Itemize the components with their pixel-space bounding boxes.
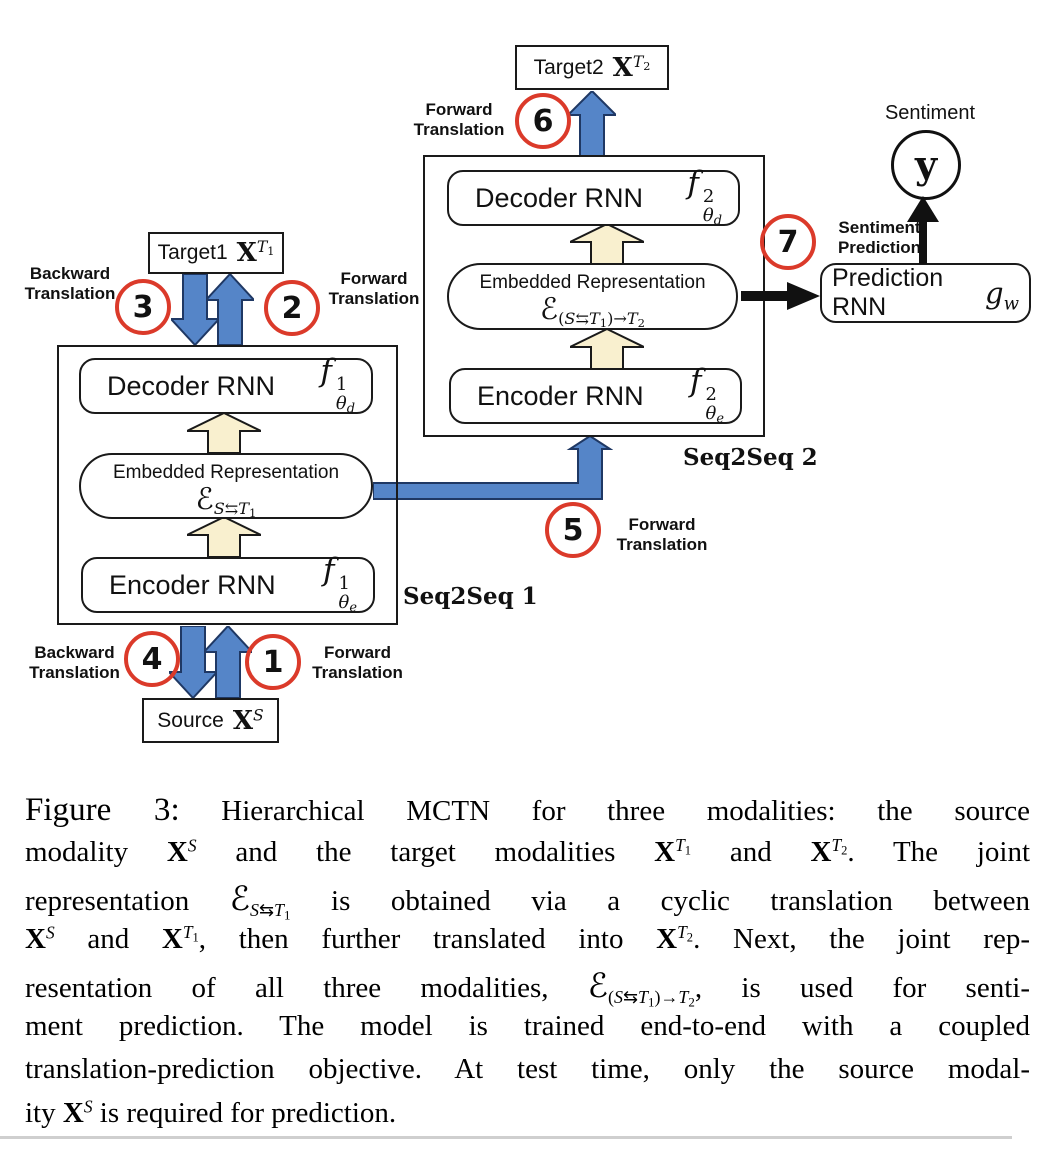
embedded1-pill bbox=[79, 453, 373, 519]
sentiment-output-node bbox=[891, 130, 961, 200]
caption-line: modality $X^S$ and the target modalities $X^{T_1}$ and $X^{T_2}$. The joint bbox=[25, 834, 1031, 868]
step-number: 2 bbox=[281, 290, 303, 326]
prediction-rnn-box bbox=[820, 263, 1031, 323]
embedded1-math: ℰ$_{S⇆T_1}$ bbox=[195, 481, 257, 521]
y-symbol: y bbox=[914, 142, 938, 187]
step-label-3: Backward Translation bbox=[24, 264, 116, 304]
decoder1-math: f 1 $\theta_d$ bbox=[320, 353, 355, 417]
embedded2-label: Embedded Representation bbox=[479, 272, 706, 293]
caption-line: ity $X^S$ is required for prediction. bbox=[25, 1095, 397, 1129]
step-label-4: Backward Translation bbox=[29, 643, 120, 683]
encoder1-label: Encoder RNN bbox=[109, 569, 276, 600]
caption-line: $X^S$ and $X^{T_1}$, then further translated into $X^{T_2}$. Next, the joint rep- bbox=[25, 921, 1030, 955]
step-circle-2 bbox=[264, 280, 320, 336]
decoder1-box bbox=[79, 353, 373, 417]
decoder1-label: Decoder RNN bbox=[107, 370, 276, 401]
sentiment-label: Sentiment bbox=[884, 102, 976, 124]
step-label-7: Sentiment Prediction bbox=[837, 218, 922, 258]
step-number: 5 bbox=[562, 512, 584, 548]
caption-line: translation-prediction objective. At test time, only the source modal- bbox=[25, 1053, 1030, 1085]
forward-translation-5-arrow-icon bbox=[373, 436, 613, 500]
seq2seq1-title: Seq2Seq 1 bbox=[403, 583, 538, 610]
target2-label: Target2 bbox=[533, 55, 604, 79]
step-number: 6 bbox=[532, 103, 554, 139]
target2-math: $X^{T_2}$ bbox=[612, 52, 651, 83]
embedded1-input-arrow-icon bbox=[187, 517, 261, 557]
embedded1-label: Embedded Representation bbox=[112, 462, 340, 483]
forward-translation-6-arrow-icon bbox=[568, 91, 616, 156]
source-math: $X^S$ bbox=[232, 705, 264, 736]
caption-line: Figure 3: Hierarchical MCTN for three modalities: the source bbox=[25, 792, 1030, 828]
seq2seq2-title: Seq2Seq 2 bbox=[683, 444, 818, 471]
embedded2-pill bbox=[447, 263, 738, 330]
step-label-6: Forward Translation bbox=[413, 100, 505, 140]
step-label-1: Forward Translation bbox=[312, 643, 403, 683]
bottom-divider bbox=[0, 1136, 1012, 1139]
forward-translation-2-arrow-icon bbox=[206, 274, 254, 345]
decoder2-box bbox=[447, 165, 740, 229]
encoder1-math: f 1 $\theta_e$ bbox=[323, 552, 357, 616]
prediction-rnn-math: $g_w$ bbox=[985, 275, 1019, 314]
step-circle-4 bbox=[124, 631, 180, 687]
step-number: 4 bbox=[141, 641, 163, 677]
target1-box bbox=[148, 232, 284, 274]
step-circle-1 bbox=[245, 634, 301, 690]
target2-box bbox=[515, 45, 669, 90]
figure-caption bbox=[25, 792, 1030, 1140]
step-circle-7 bbox=[760, 214, 816, 270]
caption-line: resentation of all three modalities, ℰ$_{(S⇆T_1)\to T_2}$, is used for senti- bbox=[25, 968, 1030, 1010]
embedding-to-prediction-arrow-icon bbox=[741, 281, 820, 311]
step-number: 3 bbox=[132, 289, 154, 325]
step-number: 7 bbox=[777, 224, 799, 260]
step-label-5: Forward Translation bbox=[616, 515, 708, 555]
target1-label: Target1 bbox=[157, 241, 228, 264]
encoder2-label: Encoder RNN bbox=[477, 380, 644, 411]
source-box bbox=[142, 698, 279, 743]
source-label: Source bbox=[157, 708, 224, 732]
step-circle-5 bbox=[545, 502, 601, 558]
embedded2-input-arrow-icon bbox=[570, 329, 644, 369]
step-label-2: Forward Translation bbox=[328, 269, 420, 309]
step-circle-6 bbox=[515, 93, 571, 149]
encoder1-box bbox=[81, 552, 375, 616]
caption-line: representation ℰ$_{S⇆T_1}$ is obtained via a cyclic translation between bbox=[25, 881, 1030, 923]
decoder2-math: f 2 $\theta_d$ bbox=[687, 165, 722, 229]
prediction-rnn-label: Prediction RNN bbox=[832, 264, 944, 321]
step-number: 1 bbox=[262, 644, 284, 680]
step-circle-3 bbox=[115, 279, 171, 335]
decoder2-input-arrow-icon bbox=[570, 224, 644, 264]
decoder1-input-arrow-icon bbox=[187, 413, 261, 453]
encoder2-box bbox=[449, 363, 742, 427]
caption-line: ment prediction. The model is trained end-to-end with a coupled bbox=[25, 1009, 1030, 1042]
encoder2-math: f 2 $\theta_e$ bbox=[690, 363, 724, 427]
decoder2-label: Decoder RNN bbox=[475, 182, 644, 213]
target1-math: $X^{T_1}$ bbox=[236, 238, 275, 268]
embedded2-math: ℰ$_{(S⇆T_1)\to T_2}$ bbox=[539, 291, 646, 331]
